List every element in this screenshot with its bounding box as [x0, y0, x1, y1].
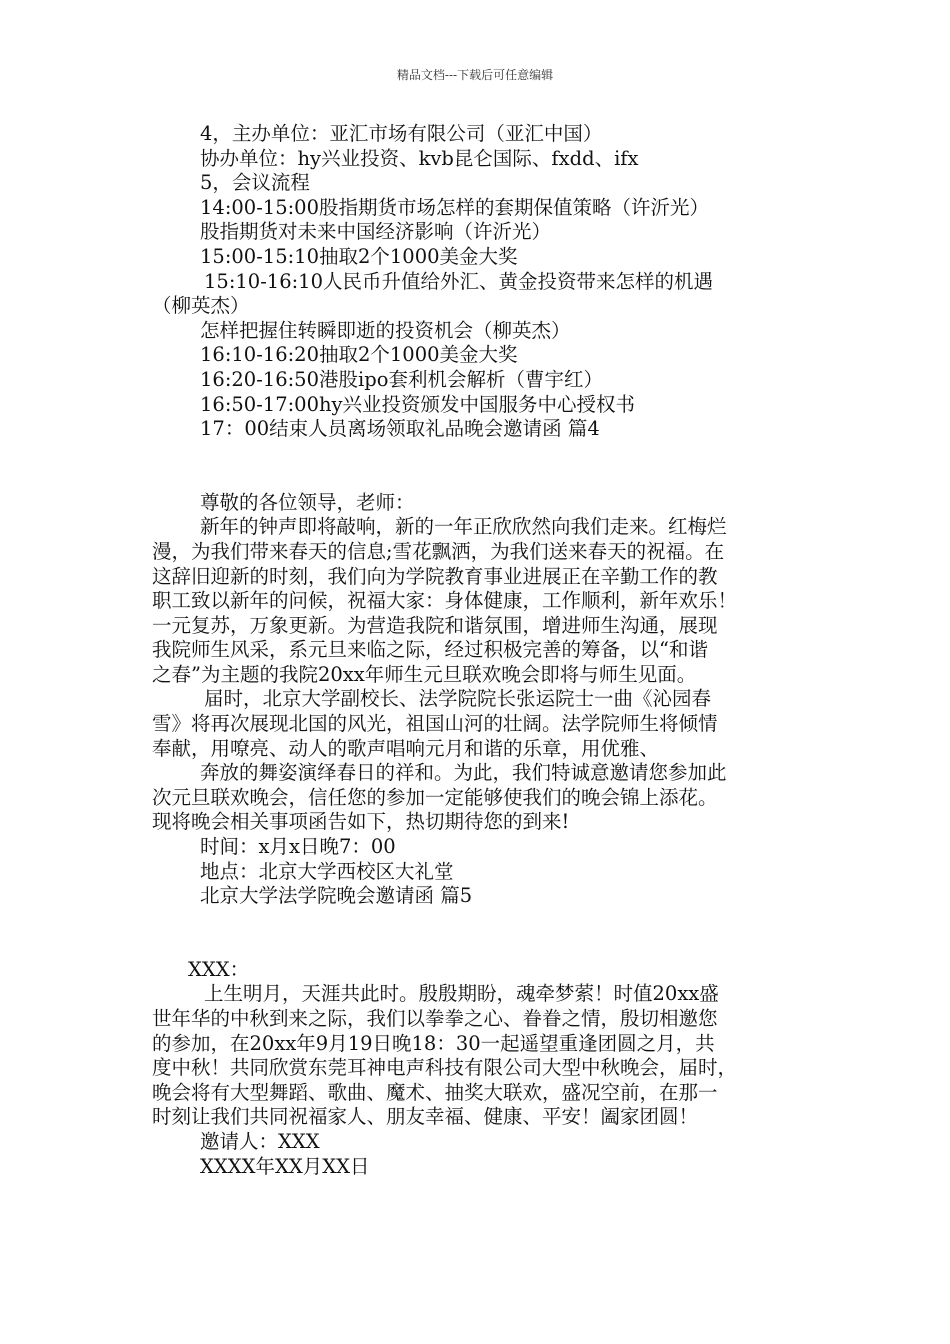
text-line: 16:50-17:00hy兴业投资颁发中国服务中心授权书 — [200, 392, 636, 416]
text-line: 奉献，用嘹亮、动人的歌声唱响元月和谐的乐章，用优雅、 — [152, 736, 660, 760]
text-line: 一元复苏，万象更新。为营造我院和谐氛围，增进师生沟通，展现 — [152, 613, 718, 637]
text-line: 5，会议流程 — [200, 171, 310, 195]
page-header: 精品文档---下载后可任意编辑 — [396, 68, 554, 82]
text-line: 届时，北京大学副校长、法学院院长张运院士一曲《沁园春 — [204, 687, 712, 711]
text-line: 新年的钟声即将敲响，新的一年正欣欣然向我们走来。红梅烂 — [200, 515, 727, 539]
section-gap — [152, 442, 812, 491]
text-line: 地点：北京大学西校区大礼堂 — [200, 859, 454, 883]
text-line: 尊敬的各位领导，老师： — [200, 490, 415, 514]
text-line: 雪》将再次展现北国的风光，祖国山河的壮阔。法学院师生将倾情 — [152, 712, 718, 736]
text-line: 邀请人：XXX — [200, 1129, 320, 1153]
text-line: 这辞旧迎新的时刻，我们向为学院教育事业进展正在辛勤工作的教 — [152, 564, 718, 588]
text-line: 漫，为我们带来春天的信息;雪花飘洒，为我们送来春天的祝福。在 — [152, 539, 725, 563]
text-line: 北京大学法学院晚会邀请函 篇5 — [200, 884, 473, 908]
text-line: 时刻让我们共同祝福家人、朋友幸福、健康、平安！阖家团圆！ — [152, 1105, 699, 1129]
section-meeting-agenda — [152, 122, 812, 442]
text-line: 我院师生风采，系元旦来临之际，经过积极完善的筹备，以“和谐 — [152, 638, 708, 662]
text-line: 的参加，在20xx年9月19日晚18：30一起遥望重逢团圆之月，共 — [152, 1031, 715, 1055]
text-line: 现将晚会相关事项函告如下，热切期待您的到来! — [152, 810, 570, 834]
text-line: 之春”为主题的我院20xx年师生元旦联欢晚会即将与师生见面。 — [152, 662, 697, 686]
section-new-year-invitation — [152, 491, 812, 909]
text-line: 时间：x月x日晚7：00 — [200, 835, 396, 859]
text-line: 14:00-15:00股指期货市场怎样的套期保值策略（许沂光） — [200, 195, 709, 219]
text-line: 上生明月，天涯共此时。殷殷期盼，魂牵梦萦！时值20xx盛 — [204, 982, 719, 1006]
text-line: 怎样把握住转瞬即逝的投资机会（柳英杰） — [200, 318, 571, 342]
text-line: 职工致以新年的问候，祝福大家：身体健康，工作顺利，新年欢乐！ — [152, 589, 738, 613]
text-line: 15:00-15:10抽取2个1000美金大奖 — [200, 244, 518, 268]
text-line: 16:20-16:50港股ipo套利机会解析（曹宇红） — [200, 367, 603, 391]
text-line: 协办单位：hy兴业投资、kvb昆仑国际、fxdd、ifx — [200, 146, 639, 170]
text-line: 17：00结束人员离场领取礼品晚会邀请函 篇4 — [200, 417, 600, 441]
text-line: 奔放的舞姿演绎春日的祥和。为此，我们特诚意邀请您参加此 — [200, 761, 727, 785]
text-line: （柳英杰） — [152, 294, 250, 318]
document-body — [152, 122, 812, 1179]
text-line: XXX： — [188, 957, 250, 981]
text-line: 度中秋！共同欣赏东莞耳神电声科技有限公司大型中秋晚会，届时， — [152, 1056, 738, 1080]
text-line: XXXX年XX月XX日 — [200, 1154, 370, 1178]
section-gap — [152, 909, 812, 958]
text-line: 股指期货对未来中国经济影响（许沂光） — [200, 220, 552, 244]
text-line: 16:10-16:20抽取2个1000美金大奖 — [200, 343, 518, 367]
text-line: 4，主办单位：亚汇市场有限公司（亚汇中国） — [200, 122, 603, 145]
text-line: 次元旦联欢晚会，信任您的参加一定能够使我们的晚会锦上添花。 — [152, 785, 718, 809]
text-line: 晚会将有大型舞蹈、歌曲、魔术、抽奖大联欢，盛况空前，在那一 — [152, 1080, 718, 1104]
section-mid-autumn-invitation — [152, 958, 812, 1179]
text-line: 15:10-16:10人民币升值给外汇、黄金投资带来怎样的机遇 — [204, 269, 713, 293]
text-line: 世年华的中秋到来之际，我们以拳拳之心、眷眷之情，殷切相邀您 — [152, 1007, 718, 1030]
